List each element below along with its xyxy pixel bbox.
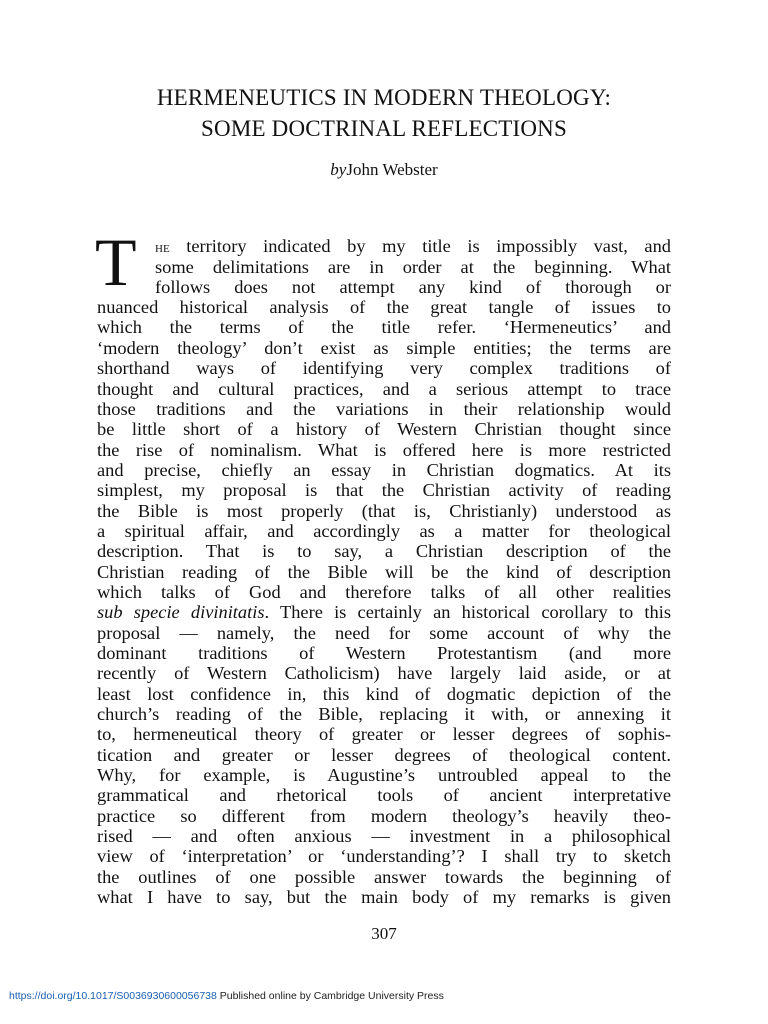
body-line: view of ‘interpretation’ or ‘understanding’? I shall try to sketch — [97, 846, 671, 866]
body-line: practice so different from modern theology’s heavily theo- — [97, 806, 671, 826]
body-line: some delimitations are in order at the beginning. What — [155, 257, 671, 277]
article-title-line-1: HERMENEUTICS IN MODERN THEOLOGY: — [156, 85, 612, 110]
body-line: dominant traditions of Western Protestantism (and more — [97, 643, 671, 663]
body-line: simplest, my proposal is that the Christian activity of reading — [97, 480, 671, 500]
doi-link[interactable]: https://doi.org/10.1017/S0036930600056738 — [9, 990, 217, 1002]
body-line: a spiritual affair, and accordingly as a matter for theological — [97, 521, 671, 541]
page-number: 307 — [371, 924, 397, 943]
body-line: Why, for example, is Augustine’s untroubled appeal to the — [97, 765, 671, 785]
body-line: which talks of God and therefore talks of all other realities — [97, 582, 671, 602]
body-line: which the terms of the title refer. ‘Hermeneutics’ and — [97, 317, 671, 337]
body-line: grammatical and rhetorical tools of ancient interpretative — [97, 785, 671, 805]
body-line: proposal — namely, the need for some account of why the — [97, 623, 671, 643]
author-name: John Webster — [346, 160, 438, 179]
body-line: to, hermeneutical theory of greater or lesser degrees of sophis- — [97, 724, 671, 744]
body-line: those traditions and the variations in their relationship would — [97, 399, 671, 419]
body-line: description. That is to say, a Christian description of the — [97, 541, 671, 561]
body-line: recently of Western Catholicism) have largely laid aside, or at — [97, 663, 671, 683]
body-line: the outlines of one possible answer towards the beginning of — [97, 867, 671, 887]
article-title-line-2: SOME DOCTRINAL REFLECTIONS — [201, 116, 567, 141]
published-note: Published online by Cambridge University Press — [216, 990, 444, 1002]
body-line: follows does not attempt any kind of thorough or — [155, 277, 671, 297]
body-line: thought and cultural practices, and a serious attempt to trace — [97, 379, 671, 399]
body-line: least lost confidence in, this kind of dogmatic depiction of the — [97, 684, 671, 704]
byline-prefix: by — [330, 160, 347, 179]
first-word-smallcaps: he — [155, 240, 170, 256]
body-line: nuanced historical analysis of the great tangle of issues to — [97, 297, 671, 317]
body-line: the rise of nominalism. What is offered here is more restricted — [97, 440, 671, 460]
body-line: the Bible is most properly (that is, Christianly) understood as — [97, 501, 671, 521]
body-line: what I have to say, but the main body of my remarks is given — [97, 887, 671, 907]
body-line: sub specie divinitatis. There is certainly an historical corollary to this — [97, 602, 671, 622]
drop-cap: T — [95, 224, 137, 300]
doi-footer — [9, 990, 444, 1002]
latin-phrase: sub specie divinitatis — [97, 602, 265, 622]
body-line: tication and greater or lesser degrees of theological content. — [97, 745, 671, 765]
body-line: church’s reading of the Bible, replacing it with, or annexing it — [97, 704, 671, 724]
body-line: rised — and often anxious — investment in a philosophical — [97, 826, 671, 846]
body-line: and precise, chiefly an essay in Christian dogmatics. At its — [97, 460, 671, 480]
body-line: ‘modern theology’ don’t exist as simple entities; the terms are — [97, 338, 671, 358]
body-line: shorthand ways of identifying very complex traditions of — [97, 358, 671, 378]
body-line: be little short of a history of Western Christian thought since — [97, 419, 671, 439]
body-line: he territory indicated by my title is impossibly vast, and — [155, 236, 671, 256]
body-line: Christian reading of the Bible will be the kind of description — [97, 562, 671, 582]
byline — [0, 160, 768, 180]
